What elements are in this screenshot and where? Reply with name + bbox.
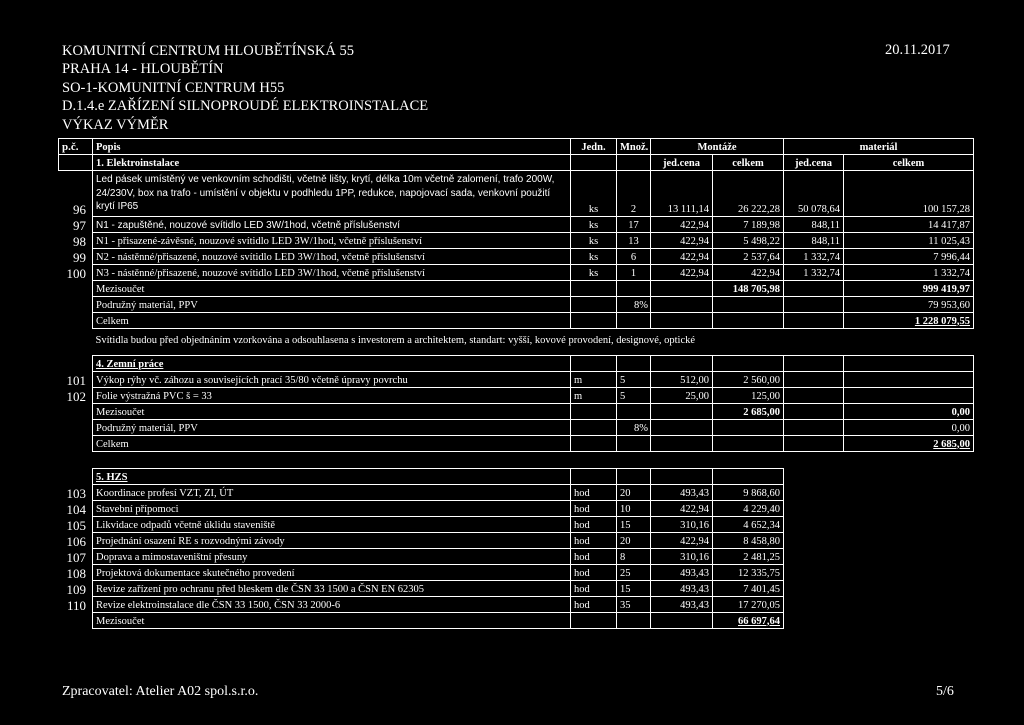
table-row: 102 Folie výstražná PVC š = 33 m 5 25,00 125,00 <box>59 387 974 403</box>
table-row: 98 N1 - přisazené-závěsné, nouzové svítidlo LED 3W/1hod, včetně příslušenství ks 13 422,94 5 498,22 848,11 11 025,43 <box>59 232 974 248</box>
header-line-3: SO-1-KOMUNITNÍ CENTRUM H55 <box>62 79 285 96</box>
document-header <box>62 42 428 134</box>
document-date: 20.11.2017 <box>885 42 950 58</box>
subtotal-row: Mezisoučet 66 697,64 <box>59 612 974 628</box>
section-1-note: Svítidla budou před objednáním vzorkována a odsouhlasena s investorem a architektem, standart: vyšší, kovové provodení, designové, optické <box>95 334 696 346</box>
note-row <box>59 328 974 347</box>
table-row: 109 Revize zařízení pro ochranu před bleskem dle ČSN 33 1500 a ČSN EN 62305 hod 15 493,43 7 401,45 <box>59 580 974 596</box>
footer-page-number: 5/6 <box>936 684 954 699</box>
table-row: 96 Led pásek umístěný ve venkovním schodišti, včetně lišty, krytí, délka 10m včetně zalomení, trafo 200W, 24/230V, box na trafo - umístění v objektu v podhledu 1PP, redukce, napojovací sada, venkovní použití krytí IP65 ks 2 13 111,14 26 222,28 50 078,64 100 157,28 <box>59 171 974 217</box>
total-row: Celkem 2 685,00 <box>59 435 974 451</box>
bill-of-quantities <box>58 138 973 629</box>
table-row: 104 Stavební přípomoci hod 10 422,94 4 229,40 <box>59 500 974 516</box>
section-5-title-row <box>59 468 974 484</box>
table-row: 99 N2 - nástěnné/přisazené, nouzové svítidlo LED 3W/1hod, včetně příslušenství ks 6 422,94 2 537,64 1 332,74 7 996,44 <box>59 248 974 264</box>
table-row: 106 Projednání osazení RE s rozvodnými závody hod 20 422,94 8 458,80 <box>59 532 974 548</box>
col-mat-celkem: celkem <box>844 155 974 171</box>
table-row: 105 Likvidace odpadů včetně úklidu staveniště hod 15 310,16 4 652,34 <box>59 516 974 532</box>
col-jedn: Jedn. <box>571 139 617 155</box>
table-row: 97 N1 - zapuštěné, nouzové svítidlo LED 3W/1hod, včetně příslušenství ks 17 422,94 7 189,98 848,11 14 417,87 <box>59 216 974 232</box>
col-mnoz: Množ. <box>617 139 651 155</box>
table-row: 103 Koordinace profesí VZT, ZI, ÚT hod 20 493,43 9 868,60 <box>59 484 974 500</box>
ppv-row: Podružný materiál, PPV 8% 0,00 <box>59 419 974 435</box>
header-line-4: D.1.4.e ZAŘÍZENÍ SILNOPROUDÉ ELEKTROINSTALACE <box>62 98 429 115</box>
section-1-title: 1. Elektroinstalace <box>93 155 571 171</box>
footer-author: Zpracovatel: Atelier A02 spol.s.r.o. <box>62 684 259 699</box>
header-line-5: VÝKAZ VÝMĚR <box>62 116 169 133</box>
section-5-title: 5. HZS <box>93 468 571 484</box>
table-header-row <box>59 139 974 155</box>
table-row: 108 Projektová dokumentace skutečného provedení hod 25 493,43 12 335,75 <box>59 564 974 580</box>
table-row: 101 Výkop rýhy vč. záhozu a souvisejících prací 35/80 včetně úpravy povrchu m 5 512,00 2 560,00 <box>59 371 974 387</box>
col-popis: Popis <box>93 139 571 155</box>
section-1-title-row <box>59 155 974 171</box>
table-row: 110 Revize elektroinstalace dle ČSN 33 1500, ČSN 33 2000-6 hod 35 493,43 17 270,05 <box>59 596 974 612</box>
col-montaze: Montáže <box>651 139 784 155</box>
header-line-2: PRAHA 14 - HLOUBĚTÍN <box>62 61 224 78</box>
table-row: 107 Doprava a mimostaveništní přesuny hod 8 310,16 2 481,25 <box>59 548 974 564</box>
ppv-row: Podružný materiál, PPV 8% 79 953,60 <box>59 296 974 312</box>
subtotal-row: Mezisoučet 2 685,00 0,00 <box>59 403 974 419</box>
col-m-jedcena: jed.cena <box>651 155 713 171</box>
col-m-celkem: celkem <box>713 155 784 171</box>
col-pc: p.č. <box>59 139 93 155</box>
quantities-table <box>58 138 974 629</box>
header-line-1: KOMUNITNÍ CENTRUM HLOUBĚTÍNSKÁ 55 <box>62 43 354 59</box>
total-row: Celkem 1 228 079,55 <box>59 312 974 328</box>
col-mat-jedcena: jed.cena <box>784 155 844 171</box>
section-4-title: 4. Zemní práce <box>93 355 571 371</box>
table-row: 100 N3 - nástěnné/přisazené, nouzové svítidlo LED 3W/1hod, včetně příslušenství ks 1 422,94 422,94 1 332,74 1 332,74 <box>59 264 974 280</box>
section-4-title-row <box>59 355 974 371</box>
subtotal-row: Mezisoučet 148 705,98 999 419,97 <box>59 280 974 296</box>
col-material: materiál <box>784 139 974 155</box>
